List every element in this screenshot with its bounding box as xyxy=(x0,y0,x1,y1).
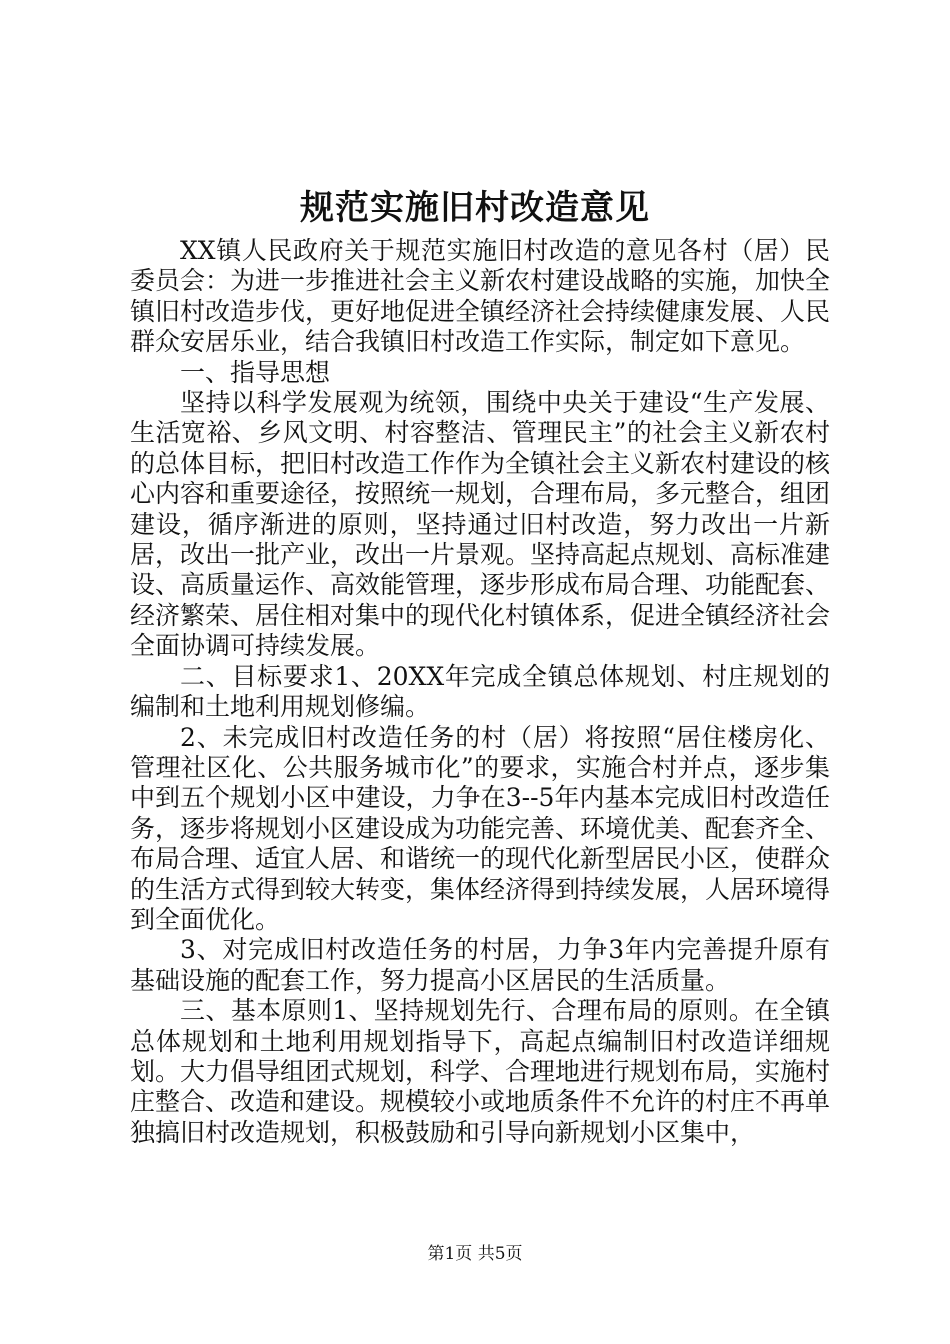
paragraph-guiding-thought: 坚持以科学发展观为统领，围绕中央关于建设“生产发展、生活宽裕、乡风文明、村容整洁、管理民主”的社会主义新农村的总体目标，把旧村改造工作作为全镇社会主义新农村建设的核心内容和重要途径，按照统一规划，合理布局，多元整合，组团建设，循序渐进的原则，坚持通过旧村改造，努力改出一片新居，改出一批产业，改出一片景观。坚持高起点规划、高标准建设、高质量运作、高效能管理，逐步形成布局合理、功能配套、经济繁荣、居住相对集中的现代化村镇体系，促进全镇经济社会全面协调可持续发展。 xyxy=(130,388,831,661)
paragraph-target-3: 3、对完成旧村改造任务的村居，力争3年内完善提升原有基础设施的配套工作，努力提高小区居民的生活质量。 xyxy=(130,935,830,995)
heading-guiding-thought: 一、指导思想 xyxy=(180,357,331,387)
paragraph-target-2: 2、未完成旧村改造任务的村（居）将按照“居住楼房化、管理社区化、公共服务城市化”的要求，实施合村并点，逐步集中到五个规划小区中建设，力争在3--5年内基本完成旧村改造任务，逐步将规划小区建设成为功能完善、环境优美、配套齐全、布局合理、适宜人居、和谐统一的现代化新型居民小区，使群众的生活方式得到较大转变，集体经济得到持续发展，人居环境得到全面优化。 xyxy=(130,722,831,934)
paragraph-intro: XX镇人民政府关于规范实施旧村改造的意见各村（居）民委员会：为进一步推进社会主义新农村建设战略的实施，加快全镇旧村改造步伐，更好地促进全镇经济社会持续健康发展、人民群众安居乐业，结合我镇旧村改造工作实际，制定如下意见。 xyxy=(130,236,831,357)
paragraph-principles: 三、基本原则1、坚持规划先行、合理布局的原则。在全镇总体规划和土地利用规划指导下，高起点编制旧村改造详细规划。大力倡导组团式规划，科学、合理地进行规划布局，实施村庄整合、改造和建设。规模较小或地质条件不允许的村庄不再单独搞旧村改造规划，积极鼓励和引导向新规划小区集中， xyxy=(130,996,831,1147)
page-number-footer: 第1页 共5页 xyxy=(427,1244,523,1264)
document-body xyxy=(130,236,830,1148)
paragraph-target-1: 二、目标要求1、20XX年完成全镇总体规划、村庄规划的编制和土地利用规划修编。 xyxy=(130,661,830,722)
document-title: 规范实施旧村改造意见 xyxy=(300,188,650,228)
